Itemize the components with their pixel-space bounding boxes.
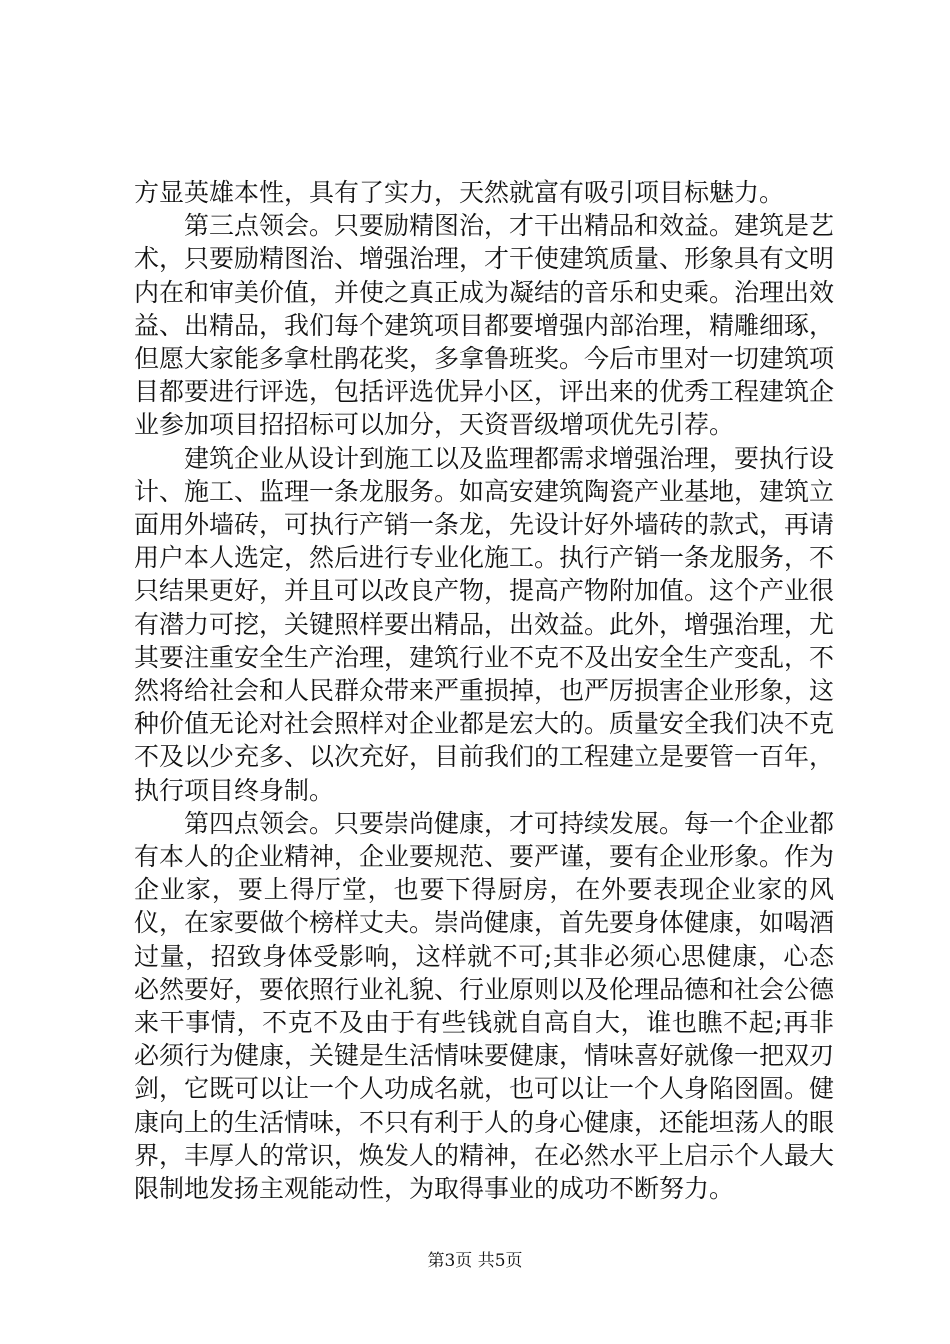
paragraph-2: 第三点领会。只要励精图治，才干出精品和效益。建筑是艺术，只要励精图治、增强治理，才干使建筑质量、形象具有文明内在和审美价值，并使之真正成为凝结的音乐和史乘。治理出效益、出精品，我们每个建筑项目都要增强内部治理，精雕细琢，但愿大家能多拿杜鹃花奖，多拿鲁班奖。今后市里对一切建筑项目都要进行评选，包括评选优异小区，评出来的优秀工程建筑企业参加项目招招标可以加分，天资晋级增项优先引荐。 xyxy=(134,211,835,440)
paragraph-4: 第四点领会。只要崇尚健康，才可持续发展。每一个企业都有本人的企业精神，企业要规范、要严谨，要有企业形象。作为企业家，要上得厅堂，也要下得厨房，在外要表现企业家的风仪，在家要做个榜样丈夫。崇尚健康，首先要身体健康，如喝酒过量，招致身体受影响，这样就不可;其非必须心思健康，心态必然要好，要依照行业礼貌、行业原则以及伦理品德和社会公德来干事情，不克不及由于有些钱就自高自大，谁也瞧不起;再非必须行为健康，关键是生活情味要健康，情味喜好就像一把双刃剑，它既可以让一个人功成名就，也可以让一个人身陷囹圄。健康向上的生活情味，不只有利于人的身心健康，还能坦荡人的眼界，丰厚人的常识，焕发人的精神，在必然水平上启示个人最大限制地发扬主观能动性，为取得事业的成功不断努力。 xyxy=(134,808,835,1204)
page-number-footer: 第3页 共5页 xyxy=(427,1251,523,1271)
body-text xyxy=(134,176,834,1205)
paragraph-1: 方显英雄本性，具有了实力，天然就富有吸引项目标魅力。 xyxy=(134,178,785,207)
paragraph-3: 建筑企业从设计到施工以及监理都需求增强治理，要执行设计、施工、监理一条龙服务。如高安建筑陶瓷产业基地，建筑立面用外墙砖，可执行产销一条龙，先设计好外墙砖的款式，再请用户本人选定，然后进行专业化施工。执行产销一条龙服务，不只结果更好，并且可以改良产物，提高产物附加值。这个产业很有潜力可挖，关键照样要出精品，出效益。此外，增强治理，尤其要注重安全生产治理，建筑行业不克不及出安全生产变乱，不然将给社会和人民群众带来严重损掉，也严厉损害企业形象，这种价值无论对社会照样对企业都是宏大的。质量安全我们决不克不及以少充多、以次充好，目前我们的工程建立是要管一百年，执行项目终身制。 xyxy=(134,443,835,805)
